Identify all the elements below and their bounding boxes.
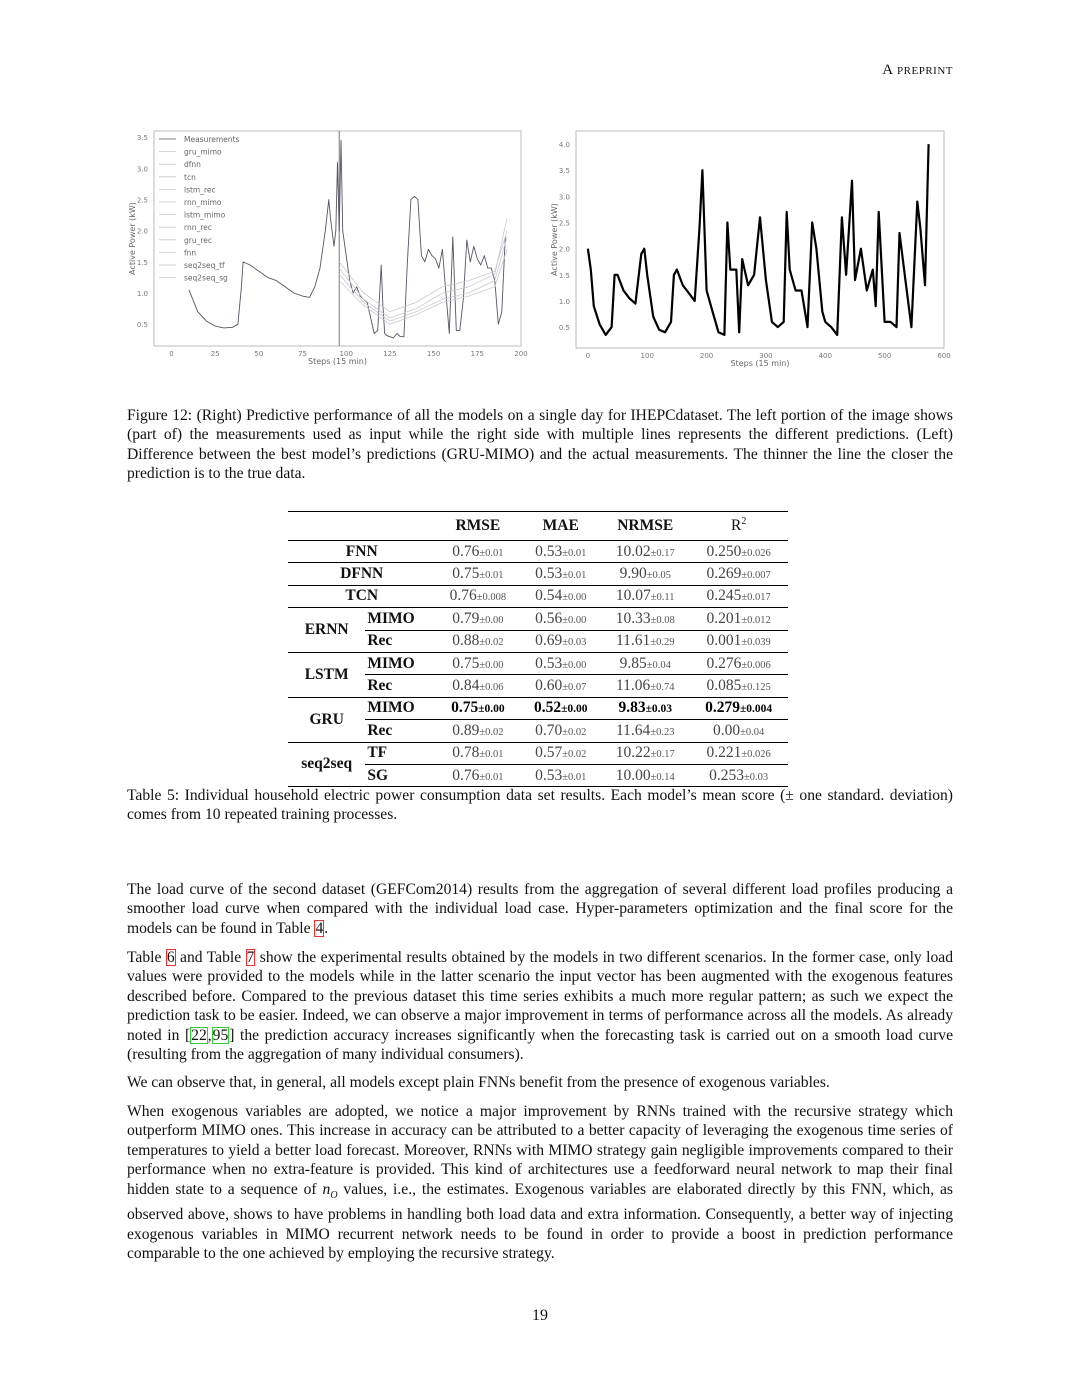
- paragraph-3: We can observe that, in general, all models except plain FNNs benefit from the presence of exogenous variables.: [127, 1074, 830, 1091]
- cell-r2: 0.279±0.004: [705, 699, 773, 717]
- table-ref-link[interactable]: 6: [166, 949, 175, 966]
- cell-r2: 0.276±0.006: [706, 654, 771, 672]
- series-line: [588, 144, 929, 335]
- table-row: [288, 608, 788, 630]
- x-tick-label: 50: [254, 350, 264, 358]
- plot-frame: [576, 131, 944, 348]
- strategy-name: SG: [365, 764, 435, 786]
- strategy-name: MIMO: [367, 699, 415, 717]
- cell-mae: 0.69±0.03: [520, 630, 601, 652]
- strategy-name: Rec: [365, 675, 435, 697]
- y-axis-label: Active Power (kW): [128, 202, 137, 275]
- cell-nrmse: 9.85±0.04: [619, 654, 671, 672]
- cell-mae: 0.54±0.00: [535, 587, 587, 605]
- x-tick-label: 175: [470, 350, 484, 358]
- y-tick-label: 2.5: [558, 219, 570, 228]
- cell-rmse: 0.84±0.06: [435, 675, 520, 697]
- cell-nrmse: 11.06±0.74: [601, 675, 689, 697]
- y-tick-label: 3.5: [558, 167, 570, 176]
- y-tick-label: 0.5: [558, 324, 570, 333]
- paragraph-2: Table 6 and Table 7 show the experimental results obtained by the models in two different scenarios. In the former case, only load values were provided to the models while in the latter scenario the input vector has been augmented with the exogenous features described before. Compared to the previous dataset this time series exhibits a much more regular pattern; as such we expect the prediction task to be easier. Indeed, we can observe a major improvement in terms of performance across all the models. As already noted in [22,95] the prediction accuracy increases significantly when the forecasting task is carried out on a smooth load curve (resulting from the aggregation of many individual consumers).: [127, 949, 954, 1064]
- x-axis-label: Steps (15 min): [308, 357, 367, 366]
- cell-rmse: 0.75±0.00: [452, 654, 504, 672]
- cell-rmse: 0.78±0.01: [452, 744, 504, 762]
- cell-rmse: 0.76±0.008: [449, 587, 507, 605]
- strategy-name: MIMO: [367, 609, 415, 627]
- cell-rmse: 0.75±0.00: [451, 699, 505, 717]
- header-mae: MAE: [542, 517, 579, 534]
- cell-nrmse: 10.22±0.17: [615, 744, 675, 762]
- y-tick-label: 2.0: [136, 227, 148, 236]
- cell-rmse: 0.76±0.01: [452, 542, 504, 560]
- citation-link[interactable]: 95: [212, 1026, 229, 1044]
- cell-mae: 0.53±0.00: [535, 654, 587, 672]
- legend-label: fnn: [184, 248, 197, 258]
- model-name: LSTM: [304, 665, 349, 683]
- cell-r2: 0.250±0.026: [706, 542, 771, 560]
- legend-label: gru_mimo: [184, 147, 222, 157]
- table-row: [288, 742, 788, 764]
- cell-mae: 0.52±0.00: [533, 699, 588, 717]
- cell-rmse: 0.79±0.00: [452, 609, 504, 627]
- cell-r2: 0.085±0.125: [689, 675, 788, 697]
- math-n-o: $n_O$: [322, 1180, 338, 1201]
- strategy-name: Rec: [365, 630, 435, 652]
- cell-nrmse: 11.64±0.23: [601, 720, 689, 742]
- table-row: [288, 697, 788, 719]
- cell-mae: 0.70±0.02: [520, 720, 601, 742]
- cell-mae: 0.56±0.00: [535, 609, 587, 627]
- x-tick-label: 125: [383, 350, 397, 358]
- legend-label: lstm_mimo: [184, 210, 226, 220]
- table-ref-link[interactable]: 4: [315, 919, 324, 937]
- legend-label: rnn_mimo: [184, 198, 222, 207]
- paragraph-1: The load curve of the second dataset (GEFCom2014) results from the aggregation of several different load profiles producing a smoother load curve when compared with the individual load case. Hyper-parameters optimization and the final score for the models can be found in Table 4.: [127, 881, 953, 937]
- x-tick-label: 200: [514, 350, 528, 358]
- cell-r2: 0.269±0.007: [706, 565, 771, 583]
- x-tick-label: 0: [169, 350, 174, 358]
- model-name: seq2seq: [301, 755, 353, 773]
- table-ref-link[interactable]: 7: [246, 949, 255, 966]
- y-axis-label: Active Power (kW): [550, 203, 559, 276]
- cell-mae: 0.53±0.01: [520, 764, 601, 786]
- cell-nrmse: 10.02±0.17: [615, 542, 675, 560]
- cell-r2: 0.245±0.017: [706, 587, 771, 605]
- x-tick-label: 75: [298, 350, 308, 358]
- table-caption: Table 5: Individual household electric power consumption data set results. Each model’s mean score (± one standard. deviation) comes from 10 repeated training processes.: [127, 787, 953, 824]
- x-tick-label: 25: [210, 350, 220, 358]
- y-tick-label: 1.0: [558, 297, 570, 306]
- cell-r2: 0.221±0.026: [706, 744, 771, 762]
- x-tick-label: 600: [937, 352, 951, 360]
- y-tick-label: 2.5: [136, 196, 148, 205]
- y-tick-label: 3.5: [136, 134, 148, 143]
- legend-label: seq2seq_sg: [184, 273, 228, 283]
- y-tick-label: 3.0: [558, 193, 570, 202]
- legend-label: dfnn: [184, 160, 201, 170]
- x-tick-label: 150: [426, 350, 441, 358]
- figure-right-difference: [545, 128, 955, 373]
- cell-rmse: 0.75±0.01: [452, 565, 504, 583]
- cell-rmse: 0.89±0.02: [435, 720, 520, 742]
- cell-r2: 0.001±0.039: [689, 630, 788, 652]
- strategy-name: TF: [367, 744, 388, 762]
- cell-r2: 0.253±0.03: [689, 764, 788, 786]
- header-empty: [288, 512, 435, 541]
- model-name: ERNN: [304, 621, 349, 639]
- x-tick-label: 400: [818, 352, 832, 360]
- model-name: FNN: [345, 542, 378, 560]
- cell-nrmse: 10.33±0.08: [615, 609, 675, 627]
- cell-nrmse: 10.00±0.14: [601, 764, 689, 786]
- legend-label: rnn_rec: [184, 223, 212, 233]
- table-row: [288, 563, 788, 585]
- y-tick-label: 1.5: [136, 258, 148, 267]
- strategy-name: MIMO: [367, 654, 415, 672]
- y-tick-label: 2.0: [558, 245, 570, 254]
- model-name: GRU: [309, 710, 344, 728]
- cell-nrmse: 11.61±0.29: [601, 630, 689, 652]
- cell-mae: 0.53±0.01: [535, 542, 587, 560]
- figure-left-predictions: [125, 128, 535, 373]
- x-axis-label: Steps (15 min): [730, 359, 790, 368]
- series-line: [339, 237, 507, 321]
- x-tick-label: 200: [699, 352, 714, 360]
- figure-caption: Figure 12: (Right) Predictive performance of all the models on a single day for IHEPCdataset. The left portion of the image shows (part of) the measurements used as input while the right side with multiple lines represents the different predictions. (Left) Difference between the best model’s predictions (GRU-MIMO) and the actual measurements. The thinner the line the closer the prediction is to the true data.: [127, 407, 953, 483]
- x-tick-label: 100: [339, 350, 353, 358]
- legend-label: tcn: [184, 172, 196, 182]
- line-chart-predictions: [125, 128, 535, 373]
- legend-label: gru_rec: [184, 235, 213, 245]
- header-nrmse: NRMSE: [617, 517, 674, 534]
- header-r2: $R^2$: [730, 516, 747, 535]
- cell-nrmse: 10.07±0.11: [615, 587, 675, 605]
- cell-mae: 0.57±0.02: [535, 744, 587, 762]
- citation-link[interactable]: 22: [191, 1026, 207, 1044]
- y-tick-label: 0.5: [136, 321, 148, 330]
- legend-label: Measurements: [184, 135, 240, 144]
- paragraph-4: When exogenous variables are adopted, we notice a major improvement by RNNs trained with the recursive strategy which outperform MIMO ones. This increase in accuracy can be attributed to a better capacity of leveraging the exogenous time series of temperatures to yield a better load forecast. Moreover, RNNs with MIMO strategy gain negligible improvements compared to their performance when no extra-feature is provided. This kind of architectures use a feedforward neural network to map their final hidden state to a sequence of $n_O$ values, i.e., the estimates. Exogenous variables are elaborated directly by this FNN, which, as observed above, shows to have problems in handling both load data and extra information. Consequently, a better way of injecting exogenous variables in MIMO recurrent network needs to be found in order to provide a boost in prediction performance comparable to the one achieved by employing the recursive strategy.: [127, 1103, 953, 1262]
- table-row: [288, 652, 788, 674]
- x-tick-label: 100: [640, 352, 654, 360]
- line-chart-difference: [545, 128, 955, 373]
- table-row: [288, 541, 788, 563]
- y-tick-label: 1.5: [558, 271, 570, 280]
- running-header: A preprint: [882, 62, 953, 78]
- cell-r2: 0.201±0.012: [706, 609, 771, 627]
- cell-mae: 0.53±0.01: [535, 565, 587, 583]
- cell-nrmse: 9.83±0.03: [618, 699, 673, 717]
- y-tick-label: 3.0: [136, 165, 148, 174]
- table-row: [288, 585, 788, 607]
- header-rmse: RMSE: [455, 517, 501, 534]
- series-line: [189, 140, 505, 338]
- strategy-name: Rec: [365, 720, 435, 742]
- x-tick-label: 500: [877, 352, 892, 360]
- x-tick-label: 0: [585, 352, 591, 360]
- cell-mae: 0.60±0.07: [520, 675, 601, 697]
- cell-r2: 0.00±0.04: [689, 720, 788, 742]
- results-table: [288, 511, 788, 787]
- cell-rmse: 0.76±0.01: [435, 764, 520, 786]
- y-tick-label: 1.0: [136, 290, 148, 299]
- legend-label: lstm_rec: [184, 185, 216, 195]
- cell-nrmse: 9.90±0.05: [619, 565, 671, 583]
- legend-label: seq2seq_tf: [184, 261, 225, 270]
- x-tick-label: 300: [759, 352, 773, 360]
- model-name: TCN: [345, 587, 379, 605]
- model-name: DFNN: [340, 565, 384, 583]
- page-number: 19: [532, 1307, 548, 1324]
- y-tick-label: 4.0: [558, 141, 570, 150]
- cell-rmse: 0.88±0.02: [435, 630, 520, 652]
